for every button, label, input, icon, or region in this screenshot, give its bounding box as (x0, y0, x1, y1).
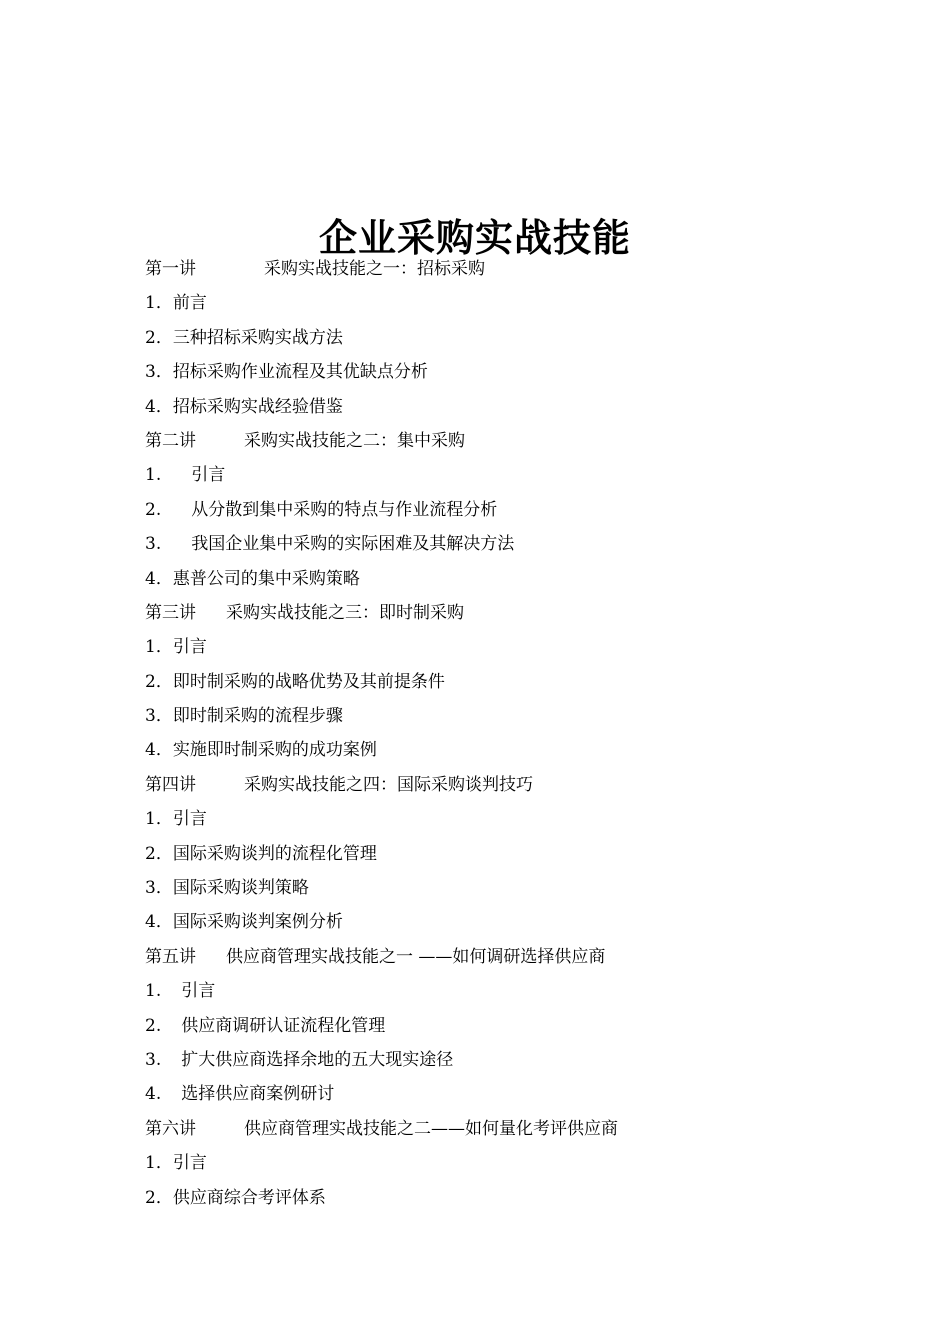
item-text: 即时制采购的流程步骤 (172, 706, 343, 727)
item-text: 引言 (172, 637, 207, 658)
list-item (145, 1181, 845, 1215)
lecture-topic: 采购实战技能之三：即时制采购 (226, 602, 464, 623)
item-number: 1． (145, 293, 173, 314)
item-number: 2． (145, 327, 173, 348)
item-text: 招标采购实战经验借鉴 (172, 396, 343, 417)
item-number: 1. (145, 981, 162, 1002)
item-text: 即时制采购的战略优势及其前提条件 (172, 671, 445, 692)
item-number: 1． (145, 637, 173, 658)
item-number: 1． (145, 1153, 173, 1174)
item-text: 招标采购作业流程及其优缺点分析 (172, 362, 428, 383)
item-number: 3． (145, 878, 173, 899)
item-text: 前言 (172, 293, 207, 314)
lecture-heading (145, 424, 845, 458)
item-text: 扩大供应商选择余地的五大现实途径 (181, 1049, 454, 1070)
list-item (145, 802, 845, 836)
lecture-label: 第五讲 (145, 946, 196, 967)
lecture-label: 第三讲 (145, 602, 196, 623)
lecture-topic: 供应商管理实战技能之一 ——如何调研选择供应商 (226, 946, 606, 967)
item-text: 惠普公司的集中采购策略 (172, 568, 360, 589)
item-text: 国际采购谈判案例分析 (172, 912, 343, 933)
item-text: 供应商调研认证流程化管理 (181, 1015, 386, 1036)
item-number: 4． (145, 912, 173, 933)
item-text: 三种招标采购实战方法 (172, 327, 343, 348)
list-item (145, 630, 845, 664)
item-number: 3． (145, 362, 173, 383)
item-text: 我国企业集中采购的实际困难及其解决方法 (191, 534, 515, 555)
list-item (145, 527, 845, 561)
item-number: 2. (145, 1015, 162, 1036)
list-item (145, 699, 845, 733)
item-text: 选择供应商案例研讨 (181, 1084, 335, 1105)
lecture-heading (145, 1112, 845, 1146)
item-number: 3. (145, 1049, 162, 1070)
item-number: 2． (145, 1187, 173, 1208)
item-number: 4． (145, 568, 173, 589)
list-item (145, 355, 845, 389)
list-item (145, 733, 845, 767)
lecture-topic: 采购实战技能之四：国际采购谈判技巧 (244, 774, 533, 795)
list-item (145, 905, 845, 939)
lecture-topic: 采购实战技能之一：招标采购 (264, 259, 485, 279)
item-text: 国际采购谈判的流程化管理 (172, 843, 377, 864)
item-text: 国际采购谈判策略 (172, 878, 309, 899)
item-number: 4. (145, 1084, 162, 1105)
list-item (145, 286, 845, 320)
item-number: 2． (145, 671, 173, 692)
item-text: 实施即时制采购的成功案例 (172, 740, 377, 761)
lecture-topic: 采购实战技能之二：集中采购 (244, 430, 465, 451)
lecture-heading (145, 768, 845, 802)
lecture-heading (145, 252, 845, 286)
item-text: 引言 (181, 981, 216, 1002)
list-item (145, 974, 845, 1008)
item-number: 2． (145, 843, 173, 864)
item-text: 从分散到集中采购的特点与作业流程分析 (191, 499, 498, 520)
lecture-topic: 供应商管理实战技能之二——如何量化考评供应商 (244, 1118, 618, 1139)
lecture-label: 第二讲 (145, 430, 196, 451)
list-item (145, 871, 845, 905)
list-item (145, 493, 845, 527)
list-item (145, 1009, 845, 1043)
list-item (145, 390, 845, 424)
document-title: 企业采购实战技能 (318, 216, 631, 260)
list-item (145, 458, 845, 492)
item-number: 1． (145, 809, 173, 830)
list-item (145, 665, 845, 699)
lecture-label: 第六讲 (145, 1118, 196, 1139)
list-item (145, 837, 845, 871)
item-text: 引言 (172, 809, 207, 830)
item-number: 3. (145, 534, 162, 555)
item-number: 1. (145, 465, 162, 486)
item-number: 2. (145, 499, 162, 520)
lecture-label: 第一讲 (145, 259, 196, 279)
item-number: 3． (145, 706, 173, 727)
lecture-heading (145, 940, 845, 974)
list-item (145, 1077, 845, 1111)
item-text: 引言 (191, 465, 226, 486)
item-number: 4． (145, 740, 173, 761)
lecture-heading (145, 596, 845, 630)
item-text: 供应商综合考评体系 (172, 1187, 326, 1208)
item-text: 引言 (172, 1153, 207, 1174)
list-item (145, 1146, 845, 1180)
list-item (145, 1043, 845, 1077)
lecture-label: 第四讲 (145, 774, 196, 795)
list-item (145, 562, 845, 596)
item-number: 4． (145, 396, 173, 417)
outline-body (145, 252, 845, 1215)
list-item (145, 321, 845, 355)
